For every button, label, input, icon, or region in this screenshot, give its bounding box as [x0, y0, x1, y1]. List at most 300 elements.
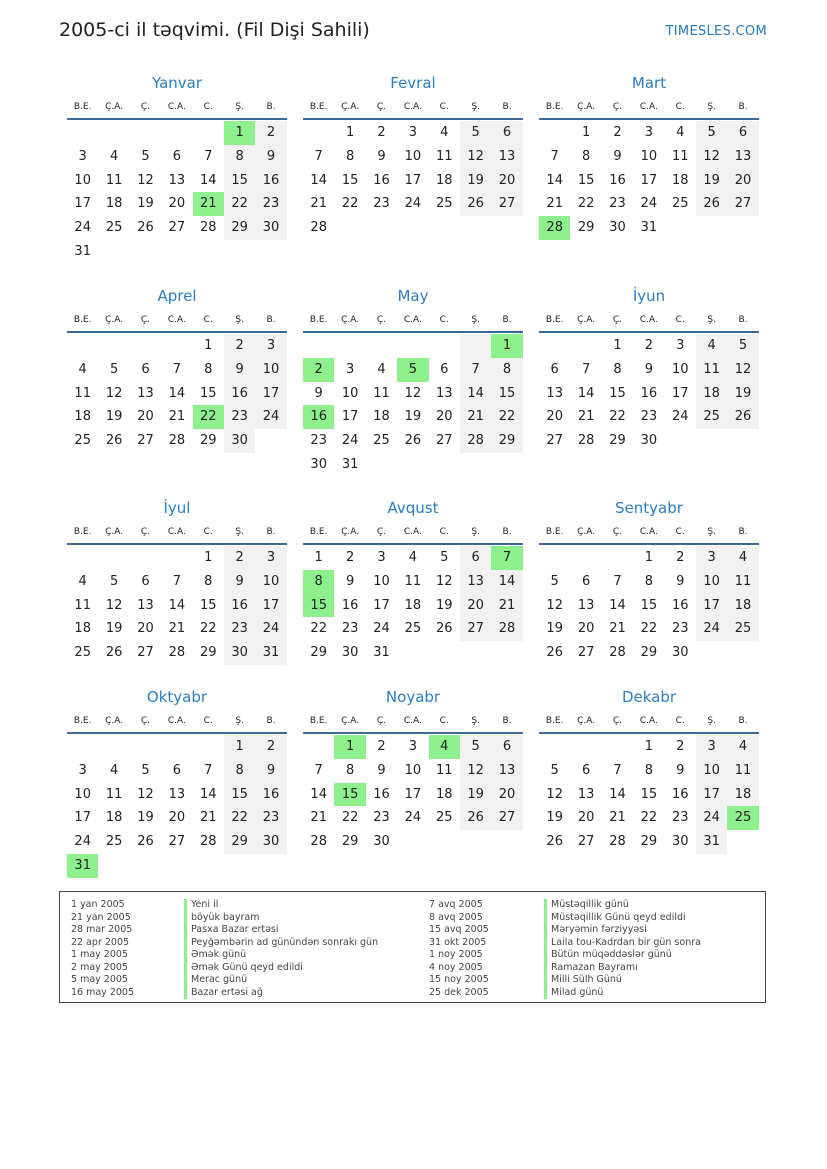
day-cell: 23 — [224, 405, 255, 429]
day-cell: 28 — [609, 645, 626, 661]
day-cell: 15 — [640, 786, 658, 802]
day-cell: 30 — [255, 830, 286, 854]
day-cell: 24 — [696, 617, 727, 641]
empty-cell — [67, 735, 98, 759]
weekday-label: B. — [738, 527, 748, 537]
day-cell: 23 — [310, 433, 327, 449]
weekday-label: Ç.A. — [105, 527, 124, 537]
day-cell: 9 — [676, 762, 685, 778]
month-block — [539, 686, 759, 854]
day-cell: 26 — [137, 834, 154, 850]
weekday-label: Ş. — [707, 102, 716, 112]
day-cell: 8 — [345, 762, 355, 778]
header-rule — [67, 118, 287, 120]
brand-link[interactable]: TIMESLES.COM — [665, 24, 767, 39]
day-cell: 4 — [676, 125, 685, 140]
day-cell: 21 — [168, 409, 186, 425]
day-cell: 12 — [546, 786, 563, 802]
legend-date: 7 avq 2005 — [429, 899, 483, 910]
month-name: Sentyabr — [615, 499, 683, 517]
weekday-label: B.E. — [545, 716, 564, 726]
day-cell: 2 — [377, 125, 386, 140]
day-cell: 31 — [640, 220, 658, 236]
legend-holiday-name: Bazar ertəsi ağ — [184, 987, 378, 1000]
weekday-label: Ş. — [235, 315, 244, 325]
day-cell: 23 — [640, 409, 658, 425]
day-cell: 12 — [435, 573, 453, 589]
day-grid — [67, 334, 287, 453]
weekday-label: B.E. — [309, 102, 328, 112]
legend-names-right — [544, 899, 701, 999]
day-cell: 6 — [491, 121, 522, 145]
weekday-label: C.A. — [639, 315, 658, 325]
day-cell: 15 — [609, 385, 626, 401]
holiday-day-cell: 7 — [491, 546, 522, 570]
day-cell: 30 — [310, 456, 327, 472]
day-cell: 5 — [141, 148, 150, 164]
day-cell: 9 — [255, 145, 286, 169]
legend-holiday-name: Milad günü — [544, 987, 701, 1000]
legend-date: 1 may 2005 — [71, 949, 128, 960]
day-cell: 10 — [696, 759, 727, 783]
weekday-label: C.A. — [403, 315, 422, 325]
day-cell: 20 — [460, 594, 491, 618]
day-cell: 15 — [199, 385, 217, 401]
day-cell: 7 — [550, 148, 559, 164]
day-cell: 28 — [310, 220, 327, 236]
day-cell: 8 — [345, 148, 355, 164]
day-cell: 27 — [168, 220, 186, 236]
weekday-label: Ç.A. — [105, 315, 124, 325]
day-cell: 7 — [314, 762, 323, 778]
day-cell: 24 — [255, 405, 286, 429]
holiday-day-cell: 25 — [727, 806, 758, 830]
weekday-label: C. — [203, 102, 213, 112]
day-cell: 15 — [224, 783, 255, 807]
day-cell: 11 — [727, 759, 758, 783]
day-cell: 5 — [141, 762, 150, 778]
day-cell: 27 — [460, 617, 491, 641]
empty-cell — [334, 334, 365, 358]
day-cell: 17 — [74, 810, 91, 826]
day-cell: 13 — [137, 597, 154, 613]
day-cell: 13 — [577, 786, 595, 802]
day-cell: 3 — [696, 546, 727, 570]
empty-cell — [539, 121, 570, 145]
legend-date: 1 noy 2005 — [429, 949, 483, 960]
holiday-day-cell: 5 — [397, 358, 428, 382]
day-cell: 30 — [341, 645, 359, 661]
day-cell: 31 — [373, 645, 390, 661]
day-cell: 10 — [255, 358, 286, 382]
day-cell: 28 — [168, 433, 186, 449]
month-block — [303, 497, 523, 665]
day-cell: 3 — [644, 125, 653, 140]
day-cell: 14 — [199, 786, 217, 802]
legend-holiday-name: böyük bayram — [184, 912, 378, 925]
month-block — [303, 285, 523, 477]
day-cell: 9 — [314, 385, 323, 401]
month-block — [67, 686, 287, 878]
weekday-label: C. — [203, 716, 213, 726]
weekday-label: B. — [502, 102, 512, 112]
weekday-label: Ç.A. — [341, 102, 360, 112]
day-cell: 22 — [310, 621, 327, 637]
day-cell: 11 — [404, 573, 422, 589]
day-cell: 2 — [255, 121, 286, 145]
empty-cell — [539, 735, 570, 759]
day-cell: 19 — [727, 382, 758, 406]
day-cell: 22 — [491, 405, 522, 429]
day-cell: 22 — [224, 192, 255, 216]
day-cell: 4 — [408, 550, 417, 565]
day-cell: 17 — [404, 786, 422, 802]
day-cell: 12 — [105, 385, 123, 401]
day-cell: 28 — [491, 617, 522, 641]
legend-holiday-name: Peyğəmbərin ad günündən sonrakı gün — [184, 937, 378, 950]
day-cell: 28 — [199, 220, 217, 236]
day-cell: 5 — [696, 121, 727, 145]
day-cell: 10 — [404, 148, 422, 164]
day-cell: 15 — [199, 597, 217, 613]
day-grid — [539, 546, 759, 665]
empty-cell — [303, 334, 334, 358]
weekday-label: C. — [439, 315, 449, 325]
header-rule — [67, 331, 287, 333]
weekday-label: C.A. — [167, 102, 186, 112]
weekday-label: Ç.A. — [341, 315, 360, 325]
empty-cell — [193, 121, 224, 145]
day-cell: 7 — [314, 148, 323, 164]
day-cell: 27 — [491, 806, 522, 830]
day-cell: 1 — [613, 338, 622, 353]
weekday-label: B.E. — [73, 716, 92, 726]
weekday-header — [67, 712, 287, 730]
weekday-label: C. — [675, 527, 685, 537]
weekday-label: C. — [439, 527, 449, 537]
day-cell: 20 — [727, 169, 758, 193]
weekday-label: B. — [502, 527, 512, 537]
day-cell: 18 — [696, 382, 727, 406]
day-cell: 16 — [224, 382, 255, 406]
day-cell: 9 — [613, 148, 622, 164]
day-cell: 11 — [435, 148, 453, 164]
weekday-label: Ç.A. — [577, 315, 596, 325]
day-cell: 20 — [577, 621, 595, 637]
day-cell: 3 — [255, 546, 286, 570]
empty-cell — [130, 121, 161, 145]
day-cell: 6 — [581, 762, 591, 778]
empty-cell — [193, 735, 224, 759]
day-cell: 21 — [310, 196, 327, 212]
day-cell: 4 — [109, 762, 119, 778]
weekday-header — [539, 523, 759, 541]
day-cell: 13 — [491, 145, 522, 169]
day-cell: 23 — [255, 806, 286, 830]
day-cell: 13 — [491, 759, 522, 783]
day-cell: 29 — [199, 645, 217, 661]
day-cell: 29 — [224, 830, 255, 854]
day-cell: 7 — [460, 358, 491, 382]
weekday-label: Ş. — [471, 527, 480, 537]
weekday-label: B. — [738, 315, 748, 325]
month-name: İyun — [632, 287, 666, 305]
day-cell: 30 — [609, 220, 626, 236]
day-cell: 25 — [404, 621, 422, 637]
weekday-header — [67, 98, 287, 116]
weekday-label: Ç. — [612, 716, 623, 726]
legend-date: 4 noy 2005 — [429, 961, 483, 973]
day-cell: 31 — [255, 641, 286, 665]
weekday-header — [303, 311, 523, 329]
day-cell: 3 — [78, 148, 87, 164]
day-cell: 18 — [671, 172, 689, 188]
day-cell: 29 — [609, 433, 626, 449]
day-cell: 25 — [435, 810, 453, 826]
day-cell: 31 — [341, 456, 359, 472]
day-cell: 27 — [137, 645, 154, 661]
weekday-label: Ç. — [140, 315, 151, 325]
day-cell: 29 — [640, 645, 658, 661]
month-name: Fevral — [390, 74, 436, 92]
day-cell: 5 — [460, 121, 491, 145]
day-cell: 23 — [255, 192, 286, 216]
day-cell: 16 — [609, 172, 626, 188]
day-cell: 17 — [671, 385, 689, 401]
day-cell: 21 — [168, 621, 186, 637]
weekday-label: Ç. — [376, 315, 387, 325]
day-cell: 2 — [377, 739, 386, 754]
day-cell: 21 — [609, 621, 626, 637]
day-cell: 14 — [168, 385, 186, 401]
day-cell: 9 — [676, 573, 685, 589]
day-cell: 12 — [460, 759, 491, 783]
holiday-day-cell: 2 — [303, 358, 334, 382]
weekday-label: Ç.A. — [577, 716, 596, 726]
day-cell: 9 — [224, 570, 255, 594]
weekday-label: C.A. — [639, 716, 658, 726]
day-cell: 20 — [435, 409, 453, 425]
day-cell: 30 — [373, 834, 390, 850]
weekday-label: B.E. — [309, 527, 328, 537]
day-cell: 21 — [577, 409, 595, 425]
day-cell: 16 — [671, 597, 689, 613]
day-cell: 25 — [105, 220, 123, 236]
day-cell: 23 — [671, 810, 689, 826]
day-cell: 4 — [78, 361, 87, 377]
weekday-label: Ş. — [471, 102, 480, 112]
day-cell: 23 — [373, 196, 390, 212]
day-cell: 19 — [404, 409, 422, 425]
weekday-label: C.A. — [403, 102, 422, 112]
day-cell: 20 — [546, 409, 563, 425]
holiday-day-cell: 4 — [429, 735, 460, 759]
day-cell: 28 — [577, 433, 595, 449]
weekday-label: B. — [266, 716, 276, 726]
day-cell: 12 — [137, 172, 154, 188]
day-cell: 26 — [105, 645, 123, 661]
weekday-label: B.E. — [545, 527, 564, 537]
month-block — [539, 72, 759, 240]
day-cell: 11 — [74, 385, 91, 401]
empty-cell — [429, 334, 460, 358]
day-cell: 12 — [404, 385, 422, 401]
day-cell: 23 — [671, 621, 689, 637]
day-cell: 26 — [105, 433, 123, 449]
weekday-label: B.E. — [309, 716, 328, 726]
day-cell: 8 — [644, 573, 653, 589]
day-cell: 1 — [314, 550, 323, 565]
day-cell: 1 — [581, 125, 591, 140]
day-cell: 18 — [105, 196, 123, 212]
day-cell: 3 — [377, 550, 386, 565]
header-rule — [539, 543, 759, 545]
empty-cell — [98, 735, 129, 759]
weekday-label: Ç. — [140, 716, 151, 726]
day-cell: 6 — [141, 573, 150, 589]
day-cell: 30 — [224, 429, 255, 453]
day-cell: 17 — [255, 594, 286, 618]
weekday-label: C.A. — [639, 102, 658, 112]
empty-cell — [98, 546, 129, 570]
day-cell: 4 — [440, 125, 449, 140]
day-cell: 2 — [345, 550, 355, 565]
weekday-header — [303, 98, 523, 116]
day-cell: 1 — [644, 739, 653, 754]
day-cell: 17 — [341, 409, 359, 425]
day-cell: 20 — [137, 409, 154, 425]
day-cell: 11 — [435, 762, 453, 778]
weekday-label: Ş. — [235, 102, 244, 112]
weekday-label: C. — [675, 716, 685, 726]
month-name: Noyabr — [385, 688, 441, 706]
day-cell: 12 — [460, 145, 491, 169]
day-cell: 30 — [671, 645, 689, 661]
day-cell: 22 — [341, 196, 359, 212]
day-cell: 22 — [341, 810, 359, 826]
day-cell: 3 — [696, 735, 727, 759]
day-cell: 5 — [460, 735, 491, 759]
day-cell: 18 — [435, 786, 453, 802]
day-cell: 5 — [109, 361, 119, 377]
day-cell: 14 — [546, 172, 563, 188]
day-cell: 8 — [581, 148, 591, 164]
empty-cell — [98, 334, 129, 358]
empty-cell — [570, 334, 601, 358]
legend-holiday-name: Müstəqillik günü — [544, 899, 701, 912]
day-cell: 18 — [404, 597, 422, 613]
legend-holiday-name: Milli Sülh Günü — [544, 974, 701, 987]
holiday-day-cell: 31 — [67, 854, 98, 878]
day-cell: 2 — [255, 735, 286, 759]
weekday-label: Ç. — [376, 527, 387, 537]
day-cell: 3 — [676, 338, 685, 353]
day-grid — [303, 735, 523, 854]
day-cell: 15 — [491, 382, 522, 406]
day-cell: 21 — [609, 810, 626, 826]
day-cell: 29 — [577, 220, 595, 236]
day-cell: 16 — [640, 385, 658, 401]
weekday-label: C. — [439, 716, 449, 726]
day-cell: 10 — [74, 786, 91, 802]
day-cell: 20 — [491, 169, 522, 193]
legend-holiday-name: Merac günü — [184, 974, 378, 987]
day-cell: 19 — [137, 196, 154, 212]
day-cell: 19 — [137, 810, 154, 826]
day-cell: 10 — [696, 570, 727, 594]
day-cell: 29 — [199, 433, 217, 449]
weekday-label: C.A. — [167, 716, 186, 726]
day-cell: 3 — [408, 125, 417, 140]
weekday-label: Ç.A. — [577, 102, 596, 112]
day-cell: 12 — [137, 786, 154, 802]
day-cell: 24 — [74, 220, 91, 236]
day-cell: 17 — [74, 196, 91, 212]
day-cell: 26 — [460, 806, 491, 830]
month-block — [67, 72, 287, 264]
empty-cell — [98, 121, 129, 145]
month-block — [67, 497, 287, 665]
day-cell: 6 — [581, 573, 591, 589]
weekday-header — [303, 712, 523, 730]
empty-cell — [460, 334, 491, 358]
holiday-day-cell: 1 — [491, 334, 522, 358]
day-cell: 7 — [204, 148, 213, 164]
day-cell: 6 — [460, 546, 491, 570]
day-cell: 1 — [204, 338, 213, 353]
day-cell: 18 — [727, 783, 758, 807]
day-cell: 10 — [341, 385, 359, 401]
day-cell: 12 — [696, 145, 727, 169]
empty-cell — [161, 121, 192, 145]
day-cell: 11 — [74, 597, 91, 613]
weekday-label: B. — [502, 716, 512, 726]
day-cell: 24 — [373, 621, 390, 637]
day-cell: 31 — [74, 243, 91, 259]
day-cell: 24 — [404, 810, 422, 826]
weekday-label: Ç.A. — [577, 527, 596, 537]
day-cell: 15 — [224, 169, 255, 193]
legend-date: 16 may 2005 — [71, 986, 135, 998]
day-cell: 24 — [255, 617, 286, 641]
day-cell: 7 — [613, 573, 622, 589]
day-cell: 29 — [310, 645, 327, 661]
day-cell: 8 — [613, 361, 622, 377]
day-cell: 26 — [435, 621, 453, 637]
day-cell: 14 — [199, 172, 217, 188]
legend-date: 15 noy 2005 — [429, 974, 489, 985]
day-cell: 14 — [310, 786, 327, 802]
day-cell: 27 — [491, 192, 522, 216]
day-cell: 3 — [345, 361, 355, 377]
weekday-label: Ç. — [612, 527, 623, 537]
weekday-label: C. — [203, 527, 213, 537]
day-cell: 4 — [78, 573, 87, 589]
day-cell: 13 — [577, 597, 595, 613]
empty-cell — [570, 546, 601, 570]
day-cell: 21 — [199, 810, 217, 826]
day-cell: 29 — [341, 834, 359, 850]
day-cell: 22 — [640, 621, 658, 637]
legend-holiday-name: Əmək günü — [184, 949, 378, 962]
day-cell: 2 — [224, 546, 255, 570]
day-grid — [67, 735, 287, 878]
header-rule — [303, 732, 523, 734]
day-cell: 2 — [676, 550, 685, 565]
day-cell: 6 — [172, 148, 181, 164]
header-rule — [67, 732, 287, 734]
day-cell: 16 — [224, 594, 255, 618]
